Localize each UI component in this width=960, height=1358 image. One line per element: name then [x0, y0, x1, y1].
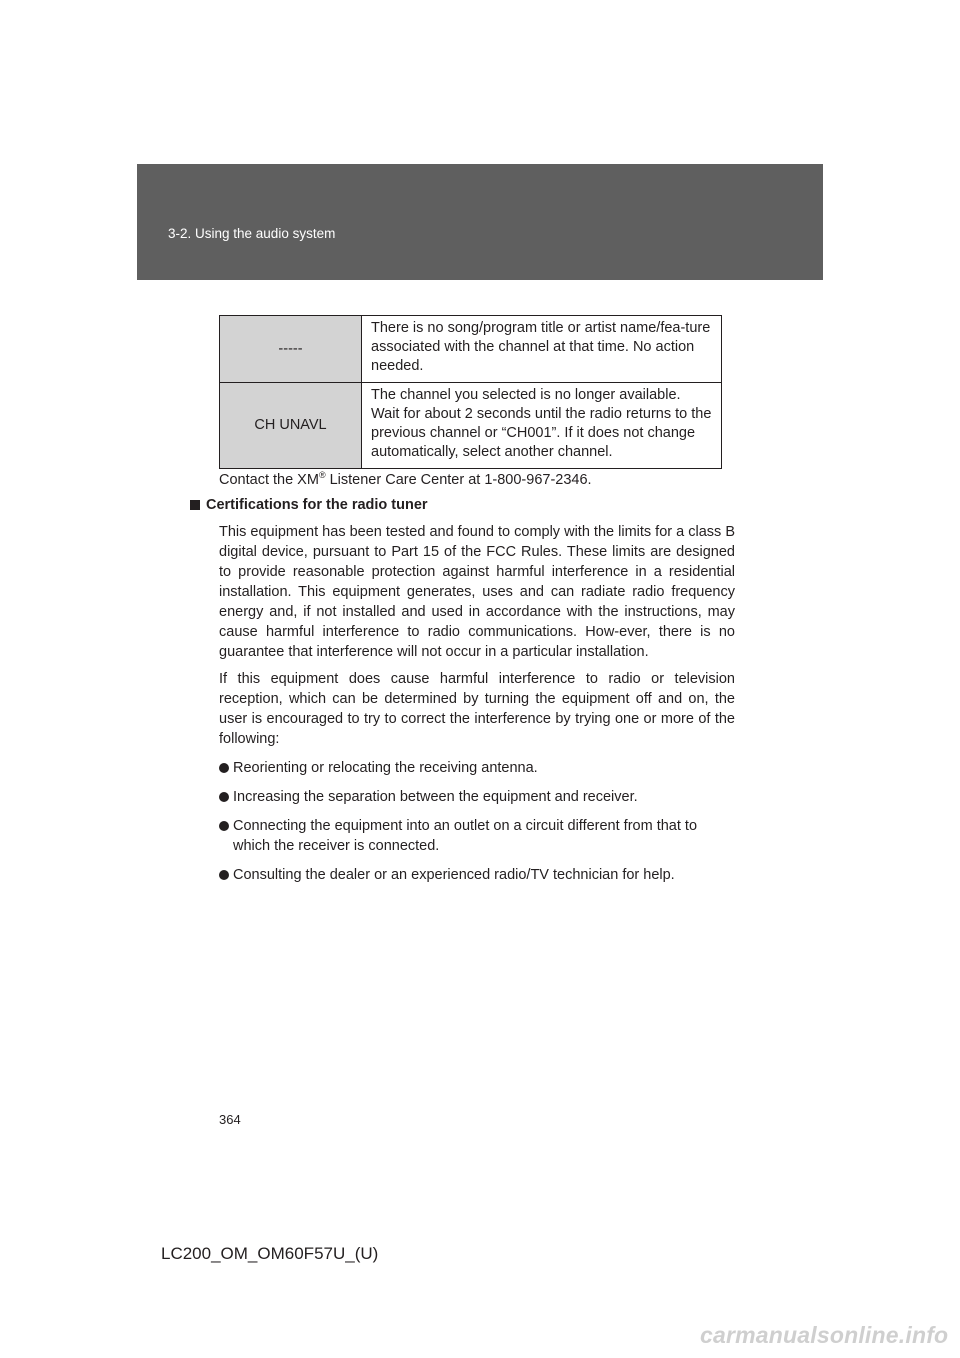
- message-code-cell: -----: [220, 316, 362, 383]
- square-bullet-icon: [190, 500, 200, 510]
- page-number: 364: [219, 1112, 241, 1127]
- table-row: [220, 316, 722, 383]
- contact-line: [219, 470, 735, 490]
- message-code-cell: CH UNAVL: [220, 383, 362, 469]
- main-content: [188, 470, 735, 885]
- round-bullet-icon: [219, 763, 229, 773]
- section-header-band: [137, 164, 823, 280]
- list-item-text: Reorienting or relocating the receiving antenna.: [233, 760, 538, 776]
- message-description-cell: There is no song/program title or artist name/fea-ture associated with the channel at that time. No action needed.: [362, 316, 722, 383]
- round-bullet-icon: [219, 792, 229, 802]
- certifications-heading-text: Certifications for the radio tuner: [206, 497, 428, 513]
- section-title: 3-2. Using the audio system: [168, 226, 336, 241]
- list-item-text: Increasing the separation between the equipment and receiver.: [233, 789, 638, 805]
- contact-suffix: Listener Care Center at 1-800-967-2346.: [325, 472, 592, 488]
- round-bullet-icon: [219, 870, 229, 880]
- message-description-cell: The channel you selected is no longer available. Wait for about 2 seconds until the radio returns to the previous channel or “CH001”. If it does not change automatically, select another channel.: [362, 383, 722, 469]
- contact-prefix: Contact the XM: [219, 472, 319, 488]
- list-item-text: Consulting the dealer or an experienced radio/TV technician for help.: [233, 867, 675, 883]
- message-table: [219, 315, 722, 469]
- fcc-paragraph: This equipment has been tested and found to comply with the limits for a class B digital device, pursuant to Part 15 of the FCC Rules. These limits are designed to provide reasonable protection against harmful interference in a residential installation. This equipment generates, uses and can radiate radio frequency energy and, if not installed and used in accordance with the instructions, may cause harmful interference to radio communications. How-ever, there is no guarantee that interference will not occur in a particular installation.: [219, 524, 735, 660]
- list-item: [219, 816, 735, 856]
- table-row: [220, 383, 722, 469]
- watermark: carmanualsonline.info: [700, 1322, 949, 1348]
- list-item-text: Connecting the equipment into an outlet on a circuit different from that to which the receiver is connected.: [233, 818, 698, 854]
- document-code: LC200_OM_OM60F57U_(U): [161, 1244, 379, 1263]
- list-item: [219, 865, 735, 885]
- certifications-heading: [188, 495, 735, 515]
- list-item: [219, 758, 735, 778]
- interference-paragraph: If this equipment does cause harmful interference to radio or television reception, which can be determined by turning the equipment off and on, the user is encouraged to try to correct the interference by trying one or more of the following:: [219, 671, 735, 747]
- registered-mark: ®: [318, 470, 326, 481]
- round-bullet-icon: [219, 821, 229, 831]
- list-item: [219, 787, 735, 807]
